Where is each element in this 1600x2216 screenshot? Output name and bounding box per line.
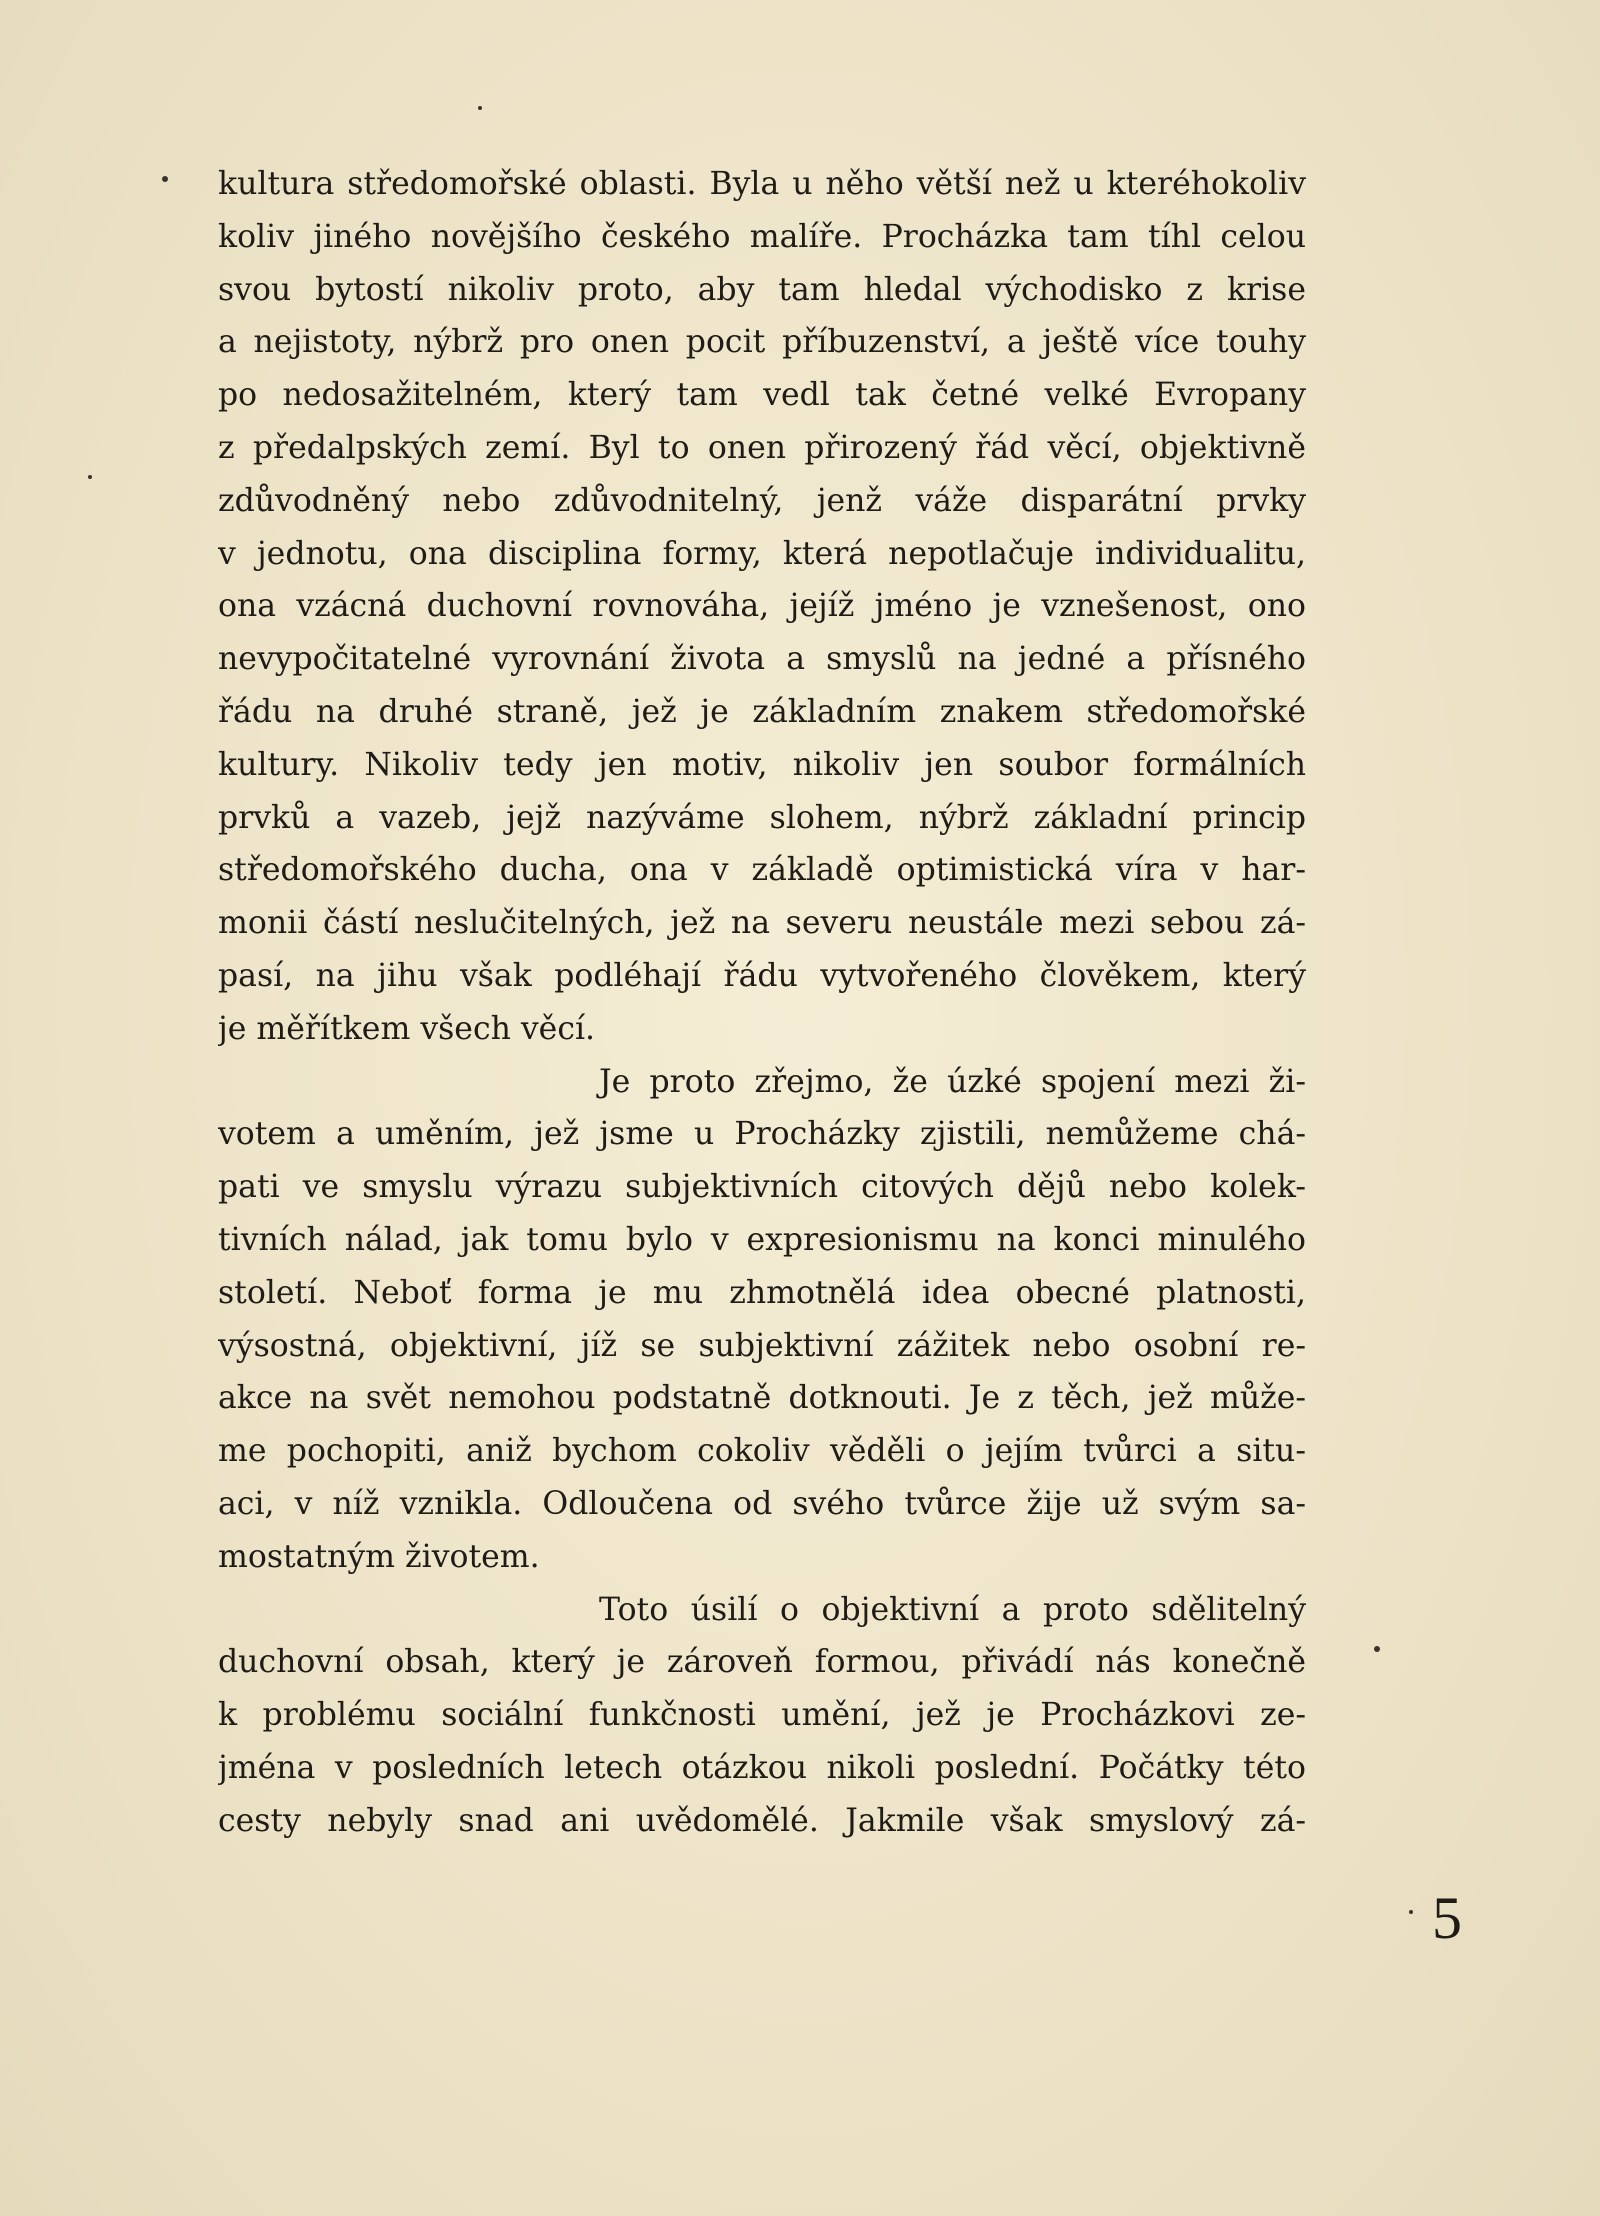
text-line: me pochopiti, aniž bychom cokoliv věděli o jejím tvůrci a situ- [218,1433,1306,1470]
text-line: tivních nálad, jak tomu bylo v expresionismu na konci minulého [218,1221,1306,1258]
text-line: svou bytostí nikoliv proto, aby tam hledal východisko z krise [218,271,1306,308]
text-line: a nejistoty, nýbrž pro onen pocit příbuzenství, a ještě více touhy [218,324,1306,361]
print-speck [1374,1646,1380,1652]
text-line: pati ve smyslu výrazu subjektivních citových dějů nebo kolek- [218,1169,1306,1206]
text-line: řádu na druhé straně, jež je základním znakem středomořské [218,693,1306,730]
text-line: monii částí neslučitelných, jež na severu neustále mezi sebou zá- [218,905,1306,942]
text-line: duchovní obsah, který je zároveň formou, přivádí nás konečně [218,1644,1306,1681]
text-line: zdůvodněný nebo zdůvodnitelný, jenž váže disparátní prvky [218,482,1306,519]
text-line: prvků a vazeb, jejž nazýváme slohem, nýbrž základní princip [218,799,1306,836]
text-line: kultury. Nikoliv tedy jen motiv, nikoliv jen soubor formálních [218,746,1306,783]
text-line: století. Neboť forma je mu zhmotnělá idea obecné platnosti, [218,1274,1306,1311]
text-line: po nedosažitelném, který tam vedl tak četné velké Evropany [218,377,1306,414]
paragraph-first-line: Je proto zřejmo, že úzké spojení mezi ži- [599,1063,1306,1100]
text-line: mostatným životem. [218,1538,540,1575]
text-line: nevypočitatelné vyrovnání života a smyslů na jedné a přísného [218,641,1306,678]
text-line: z předalpských zemí. Byl to onen přirozený řád věcí, objektivně [218,429,1306,466]
text-line: votem a uměním, jež jsme u Procházky zjistili, nemůžeme chá- [218,1116,1306,1153]
text-line: středomořského ducha, ona v základě optimistická víra v har- [218,852,1306,889]
text-line: koliv jiného novějšího českého malíře. Procházka tam tíhl celou [218,218,1306,255]
text-line: v jednotu, ona disciplina formy, která nepotlačuje individualitu, [218,535,1306,572]
text-line: ona vzácná duchovní rovnováha, jejíž jméno je vznešenost, ono [218,588,1306,625]
text-line: akce na svět nemohou podstatně dotknouti. Je z těch, jež může- [218,1380,1306,1417]
print-speck [88,475,92,479]
body-text [218,158,1306,1848]
page-number: 5 [1432,1885,1462,1951]
text-line: výsostná, objektivní, jíž se subjektivní zážitek nebo osobní re- [218,1327,1306,1364]
text-line: k problému sociální funkčnosti umění, jež je Procházkovi ze- [218,1697,1306,1734]
paragraph-first-line: Toto úsilí o objektivní a proto sdělitelný [599,1591,1306,1628]
print-speck [1409,1910,1413,1914]
text-line: cesty nebyly snad ani uvědomělé. Jakmile však smyslový zá- [218,1802,1306,1839]
text-line: kultura středomořské oblasti. Byla u něho větší než u kteréhokoliv [218,166,1306,202]
text-line: jména v posledních letech otázkou nikoli poslední. Počátky této [218,1749,1306,1786]
text-line: pasí, na jihu však podléhají řádu vytvořeného člověkem, který [218,957,1306,994]
print-speck [162,176,168,182]
text-line: aci, v níž vznikla. Odloučena od svého tvůrce žije už svým sa- [218,1485,1306,1522]
text-line: je měřítkem všech věcí. [218,1010,596,1047]
print-speck [478,106,482,110]
